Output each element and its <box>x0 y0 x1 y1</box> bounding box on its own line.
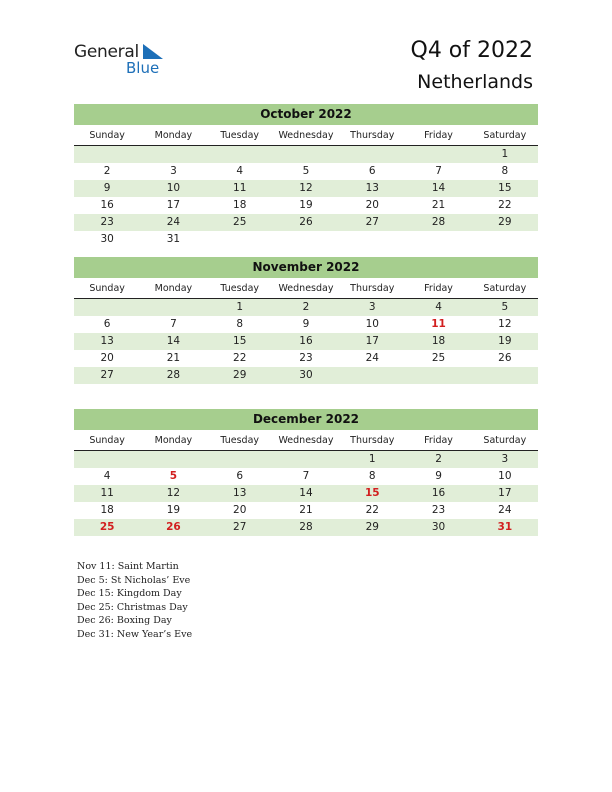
day-cell <box>405 231 471 248</box>
day-cell: 29 <box>233 369 247 381</box>
week-row <box>74 316 538 333</box>
day-cell: 14 <box>166 335 181 347</box>
day-cell <box>207 146 273 163</box>
day-cell: 1 <box>236 301 244 313</box>
day-cell: 9 <box>435 470 442 482</box>
weekday-label: Saturday <box>483 283 527 294</box>
day-cell: 30 <box>299 369 313 381</box>
day-cell: 14 <box>431 182 446 194</box>
day-cell <box>207 231 273 248</box>
day-cell: 28 <box>299 521 313 533</box>
day-cell: 12 <box>498 318 512 330</box>
day-cell: 5 <box>302 165 310 177</box>
day-cell: 21 <box>299 504 313 516</box>
day-cell: 10 <box>498 470 512 482</box>
day-cell: 4 <box>435 301 442 313</box>
day-cell: 12 <box>299 182 313 194</box>
day-cell <box>140 451 206 468</box>
day-cell: 28 <box>166 369 181 381</box>
day-cell: 18 <box>100 504 114 516</box>
day-cell <box>273 451 339 468</box>
day-cell: 19 <box>498 335 512 347</box>
week-row <box>74 333 538 350</box>
day-cell: 17 <box>498 487 512 499</box>
day-cell <box>273 146 339 163</box>
day-cell: 6 <box>103 318 111 330</box>
day-cell: 9 <box>302 318 310 330</box>
day-cell: 22 <box>498 199 512 211</box>
day-cell: 13 <box>100 335 114 347</box>
day-cell: 17 <box>365 335 379 347</box>
day-cell: 25 <box>233 216 247 228</box>
day-cell: 19 <box>299 199 313 211</box>
weekday-label: Wednesday <box>278 130 334 141</box>
day-cell: 4 <box>103 470 111 482</box>
day-cell: 20 <box>233 504 247 516</box>
holiday-note: Dec 26: Boxing Day <box>77 615 172 626</box>
weekday-label: Sunday <box>89 435 125 446</box>
week-row <box>74 146 538 163</box>
week-row <box>74 519 538 536</box>
month-november <box>74 257 538 384</box>
day-cell: 3 <box>501 453 509 465</box>
weekday-label: Thursday <box>350 283 395 294</box>
weekday-header-row <box>74 125 538 146</box>
weekday-label: Friday <box>424 130 453 141</box>
day-cell <box>339 146 405 163</box>
day-cell <box>74 146 140 163</box>
day-cell: 8 <box>501 165 509 177</box>
weekday-label: Thursday <box>350 130 395 141</box>
day-cell <box>74 451 140 468</box>
weekday-label: Monday <box>154 283 193 294</box>
week-row <box>74 163 538 180</box>
day-cell: 11 <box>233 182 247 194</box>
day-cell: 29 <box>498 216 512 228</box>
day-cell: 27 <box>100 369 114 381</box>
week-row <box>74 180 538 197</box>
day-cell: 26 <box>299 216 313 228</box>
weekday-label: Wednesday <box>278 435 334 446</box>
day-cell: 26 <box>498 352 512 364</box>
day-cell: 24 <box>498 504 512 516</box>
logo-triangle-icon <box>141 44 163 59</box>
day-cell: 2 <box>435 453 442 465</box>
week-row <box>74 502 538 519</box>
holiday-day-cell: 11 <box>431 318 446 330</box>
holiday-note: Nov 11: Saint Martin <box>77 561 179 572</box>
weekday-label: Monday <box>154 130 193 141</box>
day-cell: 15 <box>233 335 247 347</box>
weekday-label: Saturday <box>483 130 527 141</box>
day-cell: 27 <box>233 521 247 533</box>
day-cell: 16 <box>100 199 114 211</box>
day-cell: 24 <box>365 352 379 364</box>
weekday-label: Wednesday <box>278 283 334 294</box>
day-cell: 11 <box>100 487 114 499</box>
holiday-note: Dec 15: Kingdom Day <box>77 588 182 599</box>
holiday-notes <box>77 560 192 641</box>
weekday-label: Tuesday <box>220 283 260 294</box>
day-cell: 1 <box>501 148 509 160</box>
day-cell: 6 <box>368 165 376 177</box>
day-cell: 22 <box>365 504 379 516</box>
day-cell: 30 <box>100 233 114 245</box>
day-cell: 12 <box>166 487 181 499</box>
weekday-label: Friday <box>424 283 453 294</box>
day-cell: 16 <box>299 335 313 347</box>
day-cell <box>339 231 405 248</box>
day-cell: 20 <box>100 352 114 364</box>
day-cell: 30 <box>431 521 446 533</box>
day-cell: 8 <box>236 318 244 330</box>
holiday-day-cell: 25 <box>99 521 115 533</box>
day-cell: 2 <box>302 301 310 313</box>
day-cell: 25 <box>431 352 446 364</box>
month-title: October 2022 <box>74 104 538 125</box>
weekday-label: Monday <box>154 435 193 446</box>
week-row <box>74 214 538 231</box>
day-cell: 23 <box>431 504 446 516</box>
country-name: Netherlands <box>417 71 533 93</box>
day-cell: 31 <box>166 233 181 245</box>
day-cell: 8 <box>368 470 376 482</box>
day-cell: 17 <box>166 199 181 211</box>
day-cell: 7 <box>302 470 310 482</box>
weekday-label: Sunday <box>89 283 125 294</box>
day-cell <box>273 231 339 248</box>
day-cell <box>405 146 471 163</box>
holiday-note: Dec 31: New Year’s Eve <box>77 628 193 640</box>
week-row <box>74 468 538 485</box>
day-cell: 7 <box>170 318 177 330</box>
weekday-label: Friday <box>424 435 453 446</box>
day-cell: 10 <box>365 318 379 330</box>
day-cell: 9 <box>103 182 111 194</box>
day-cell: 6 <box>236 470 244 482</box>
day-cell: 19 <box>166 504 181 516</box>
week-row <box>74 367 538 384</box>
day-cell: 21 <box>431 199 446 211</box>
day-cell <box>472 367 538 384</box>
day-cell: 24 <box>166 216 181 228</box>
generalblue-logo <box>74 42 174 76</box>
holiday-day-cell: 26 <box>166 521 181 533</box>
day-cell: 20 <box>365 199 379 211</box>
week-row <box>74 299 538 316</box>
month-title: December 2022 <box>74 409 538 430</box>
holiday-day-cell: 5 <box>169 470 178 482</box>
weekday-label: Tuesday <box>220 435 260 446</box>
logo-blue-text: Blue <box>126 59 160 77</box>
holiday-note: Dec 25: Christmas Day <box>77 601 188 613</box>
week-row <box>74 451 538 468</box>
day-cell: 14 <box>299 487 313 499</box>
day-cell: 15 <box>498 182 512 194</box>
day-cell: 3 <box>368 301 376 313</box>
day-cell: 4 <box>236 165 244 177</box>
day-cell: 27 <box>365 216 379 228</box>
weekday-label: Tuesday <box>220 130 260 141</box>
holiday-day-cell: 15 <box>364 487 380 499</box>
week-row <box>74 197 538 214</box>
day-cell: 23 <box>299 352 313 364</box>
day-cell <box>74 299 140 316</box>
page-title: Q4 of 2022 <box>410 38 533 63</box>
holiday-note: Dec 5: St Nicholas’ Eve <box>77 574 191 586</box>
day-cell: 29 <box>365 521 379 533</box>
day-cell: 22 <box>233 352 247 364</box>
weekday-label: Thursday <box>350 435 395 446</box>
day-cell: 18 <box>233 199 247 211</box>
day-cell: 1 <box>368 453 376 465</box>
day-cell <box>140 146 206 163</box>
week-row <box>74 485 538 502</box>
day-cell: 3 <box>170 165 177 177</box>
weekday-header-row <box>74 278 538 299</box>
day-cell: 16 <box>431 487 446 499</box>
day-cell: 5 <box>501 301 509 313</box>
day-cell <box>472 231 538 248</box>
day-cell: 18 <box>431 335 446 347</box>
day-cell: 23 <box>100 216 114 228</box>
day-cell: 28 <box>431 216 446 228</box>
week-row <box>74 231 538 248</box>
day-cell: 13 <box>365 182 379 194</box>
day-cell: 13 <box>233 487 247 499</box>
day-cell <box>140 299 206 316</box>
day-cell: 10 <box>166 182 181 194</box>
month-october <box>74 104 538 248</box>
month-title: November 2022 <box>74 257 538 278</box>
day-cell: 7 <box>435 165 442 177</box>
week-row <box>74 350 538 367</box>
holiday-day-cell: 31 <box>497 521 513 533</box>
weekday-label: Sunday <box>89 130 125 141</box>
weekday-label: Saturday <box>483 435 527 446</box>
day-cell <box>405 367 471 384</box>
logo-general-text: General <box>74 42 139 62</box>
month-december <box>74 409 538 536</box>
weekday-header-row <box>74 430 538 451</box>
day-cell <box>207 451 273 468</box>
day-cell <box>339 367 405 384</box>
day-cell: 2 <box>103 165 111 177</box>
day-cell: 21 <box>166 352 181 364</box>
